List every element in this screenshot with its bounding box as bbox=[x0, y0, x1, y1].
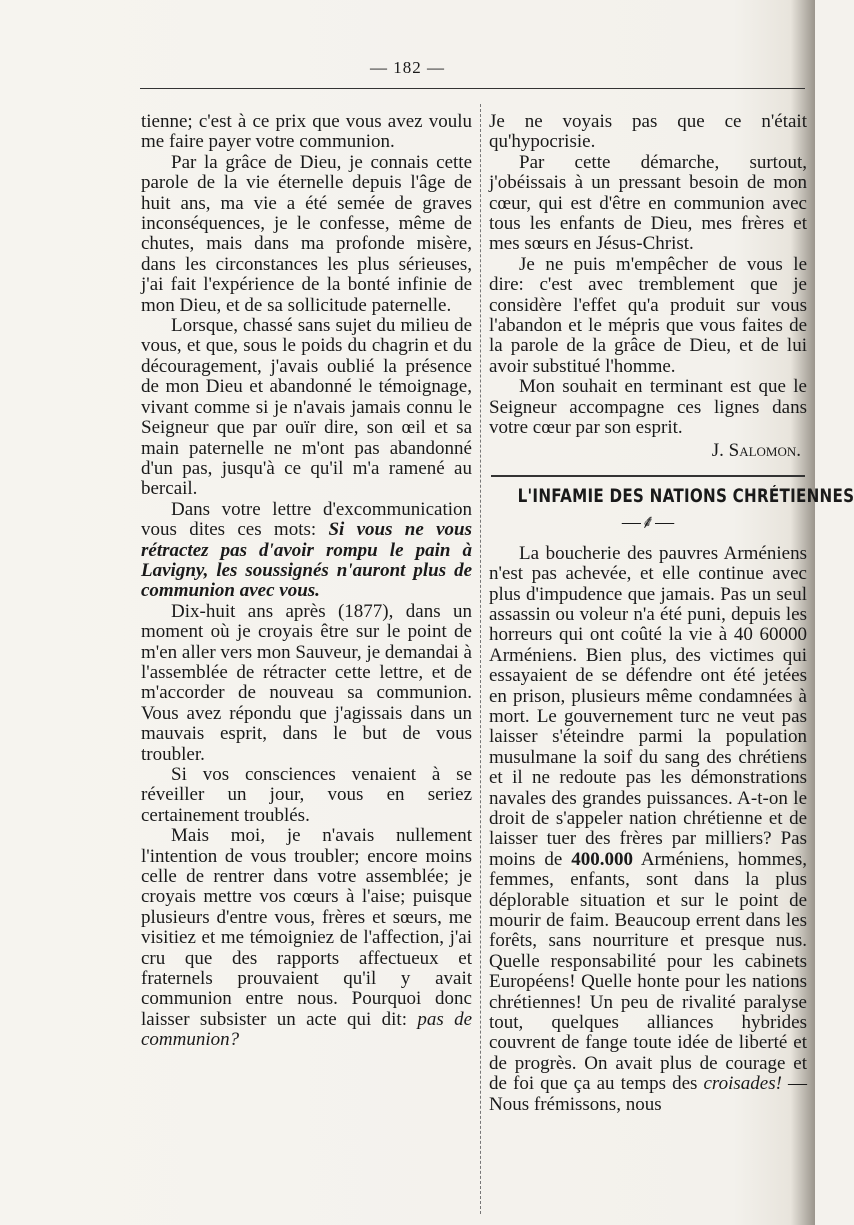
paragraph: Mon souhait en terminant est que le Seigneur accompagne ces lignes dans votre cœur par son esprit. bbox=[489, 376, 807, 439]
paragraph bbox=[141, 826, 472, 1050]
paragraph-text: — Nous frémissons, nous bbox=[489, 1073, 808, 1115]
italic-word: croisades! bbox=[703, 1073, 782, 1095]
ornament-icon: —⸙— bbox=[621, 512, 675, 534]
paragraph: Par la grâce de Dieu, je connais cette parole de la vie éternelle depuis l'âge de huit ans, ma vie a été semée de graves inconséquences, je le confesse, même de chutes, mais dans ma profonde misère, dans les circonstances les plus sérieuses, j'ai fait l'expérience de la bonté infinie de mon Dieu, et de sa sollicitude paternelle. bbox=[141, 151, 472, 316]
paragraph bbox=[141, 500, 472, 602]
paragraph: Je ne voyais pas que ce n'était qu'hypocrisie. bbox=[489, 111, 807, 153]
header-rule bbox=[140, 88, 805, 89]
paragraph: Je ne puis m'empêcher de vous le dire: c'est avec tremblement que je considère l'effet qu'a produit sur vous l'abandon et le mépris que vous faites de la parole de la grâce de Dieu, et de lui avoir substitué l'homme. bbox=[489, 253, 807, 377]
quoted-excommunication: Si vous ne vous rétractez pas d'avoir rompu le pain à Lavigny, les soussignés n'auront plus de communion avec vous. bbox=[141, 519, 472, 602]
signature bbox=[489, 441, 807, 461]
italic-quote: pas de communion? bbox=[141, 1008, 473, 1051]
paragraph bbox=[489, 544, 807, 1115]
paragraph: Lorsque, chassé sans sujet du milieu de vous, et que, sous le poids du chagrin et du découragement, j'avais oublié la présence de mon Dieu et abandonné le témoignage, vivant comme si je n'avais jamais connu le Seigneur que par ouïr dire, son œil et sa main paternelle ne m'ont pas abandonné d'un pas, jusqu'à ce qu'il m'a ramené au bercail. bbox=[141, 315, 472, 500]
left-column bbox=[141, 112, 472, 1051]
paragraph: Par cette démarche, surtout, j'obéissais à un pressant besoin de mon cœur, qui est d'être en communion avec tous les enfants de Dieu, mes frères et mes sœurs en Jésus-Christ. bbox=[489, 151, 807, 255]
paragraph: Dix-huit ans après (1877), dans un moment où je croyais être sur le point de m'en aller vers mon Sauveur, je demandai à l'assemblée de rétracter cette lettre, et de m'accorder de nouveau sa communion. Vous avez répondu que j'agissais dans un mauvais esprit, dans le but de vous troubler. bbox=[141, 600, 472, 765]
paragraph-text: La boucherie des pauvres Arméniens n'est pas achevée, et elle continue avec plus d'impudence que jamais. Pas un seul assassin ou voleur n'a été puni, depuis les horreurs qui ont coûté la vie à 40 60000 Arméniens. Bien plus, des victimes qui essayaient de se défendre ont été jetées en prison, plusieurs même condamnées à mort. Le gouvernement turc ne veut pas laisser s'éteindre parmi la population musulmane la soif du sang des chrétiens et il ne redoute pas les démonstrations navales des grandes puissances. A-t-on le droit de s'appeler nation chrétienne et de laisser tuer des frères par milliers? Pas moins de bbox=[489, 542, 807, 870]
paragraph: tienne; c'est à ce prix que vous avez voulu me faire payer votre communion. bbox=[141, 111, 472, 153]
page-number: — 182 — bbox=[370, 58, 445, 77]
signature-name: Salomon. bbox=[728, 439, 801, 461]
paragraph: Si vos consciences venaient à se réveiller un jour, vous en seriez certainement troublés. bbox=[141, 764, 472, 826]
column-divider bbox=[480, 104, 481, 1214]
signature-initial: J. bbox=[711, 439, 729, 461]
section-separator bbox=[491, 475, 805, 477]
paragraph-text: Arméniens, hommes, femmes, enfants, sont dans la plus déplorable situation et sur le point de mourir de faim. Beaucoup errent dans les forêts, sans nourriture et presque nus. Quelle responsabilité pour les cabinets Européens! Quelle honte pour les nations chrétiennes! Un peu de rivalité paralyse tout, quelques alliances hybrides couvrent de fange toute idée de liberté et de progrès. On avait plus de courage et de foi que ça au temps des bbox=[489, 848, 807, 1095]
paragraph-text: Mais moi, je n'avais nullement l'intention de vous troubler; encore moins celle de rentrer dans votre assemblée; je croyais mettre vos cœurs à l'aise; puisque plusieurs d'entre vous, frères et sœurs, me visitiez et me témoigniez de l'affection, j'ai cru que des rapports affectueux et fraternels prouvaient qu'il y avait communion entre nous. Pourquoi donc laisser subsister un acte qui dit: bbox=[141, 825, 472, 1030]
bold-number: 400.000 bbox=[571, 848, 633, 870]
right-column bbox=[489, 111, 854, 1115]
paragraph-text: Dans votre lettre d'excommunication vous dites ces mots: bbox=[141, 498, 472, 541]
section-title: L'INFAMIE DES NATIONS CHRÉTIENNES bbox=[517, 485, 854, 507]
